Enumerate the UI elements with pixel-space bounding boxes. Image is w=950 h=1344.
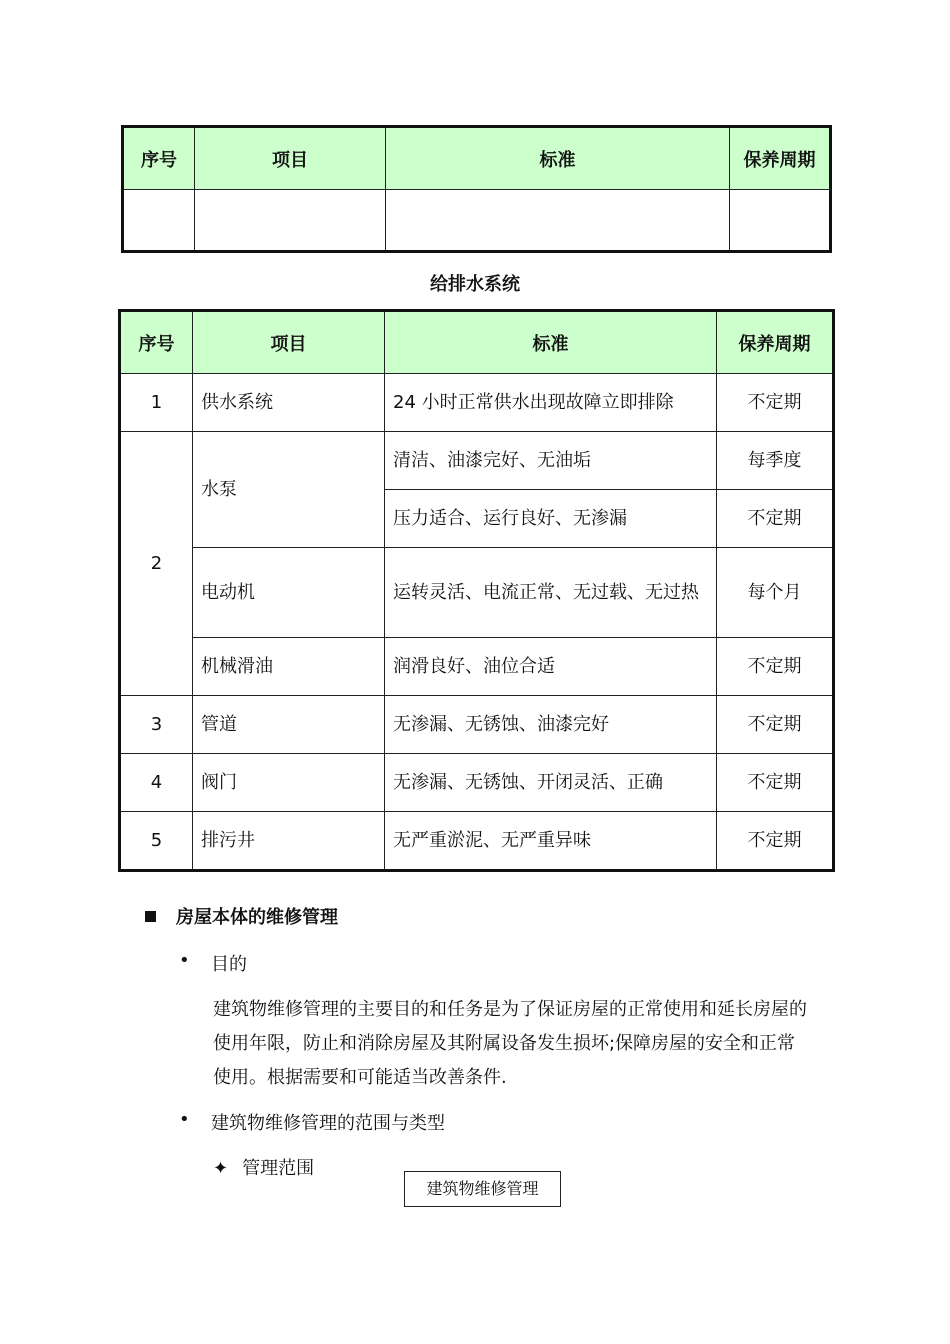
row-item: 阀门	[193, 754, 385, 812]
row-cycle: 不定期	[717, 754, 834, 812]
bullet-item	[179, 1109, 445, 1135]
header-item: 项目	[195, 127, 386, 190]
heading-text: 房屋本体的维修管理	[176, 907, 338, 928]
row-no: 2	[120, 432, 193, 696]
table-row	[120, 696, 834, 754]
star-bullet-icon: ✦	[213, 1158, 229, 1179]
row-cycle: 不定期	[717, 638, 834, 696]
table-row	[120, 754, 834, 812]
row-item: 排污井	[193, 812, 385, 871]
table-row	[123, 190, 831, 252]
sub-item-text: 管理范围	[242, 1158, 315, 1179]
top-table	[121, 125, 832, 253]
row-cycle: 不定期	[717, 374, 834, 432]
row-item: 管道	[193, 696, 385, 754]
row-standard: 24 小时正常供水出现故障立即排除	[385, 374, 717, 432]
table-row	[120, 374, 834, 432]
row-standard: 润滑良好、油位合适	[385, 638, 717, 696]
section-title: 给排水系统	[430, 274, 520, 295]
header-item: 项目	[193, 311, 385, 374]
table-row	[120, 812, 834, 871]
header-standard: 标准	[385, 311, 717, 374]
header-cycle: 保养周期	[717, 311, 834, 374]
row-cycle: 不定期	[717, 696, 834, 754]
row-standard: 清洁、油漆完好、无油垢	[385, 432, 717, 490]
sub-item	[213, 1154, 314, 1180]
row-cycle: 不定期	[717, 490, 834, 548]
row-item: 电动机	[193, 548, 385, 638]
row-item: 供水系统	[193, 374, 385, 432]
row-standard: 无严重淤泥、无严重异味	[385, 812, 717, 871]
row-standard: 无渗漏、无锈蚀、油漆完好	[385, 696, 717, 754]
row-item: 机械滑油	[193, 638, 385, 696]
bullet-dot-icon: •	[179, 950, 190, 971]
diagram-root-box: 建筑物维修管理	[404, 1171, 561, 1207]
header-standard: 标准	[386, 127, 730, 190]
row-no: 4	[120, 754, 193, 812]
row-standard: 压力适合、运行良好、无渗漏	[385, 490, 717, 548]
bullet-text: 建筑物维修管理的范围与类型	[211, 1113, 445, 1134]
table-row	[120, 548, 834, 638]
table-row	[120, 638, 834, 696]
square-bullet-icon	[145, 911, 156, 922]
purpose-paragraph: 建筑物维修管理的主要目的和任务是为了保证房屋的正常使用和延长房屋的使用年限，防止和消除房屋及其附属设备发生损坏;保障房屋的安全和正常使用。根据需要和可能适当改善条件.	[213, 999, 807, 1088]
row-no: 5	[120, 812, 193, 871]
bullet-dot-icon: •	[179, 1109, 190, 1130]
row-cycle: 不定期	[717, 812, 834, 871]
section-heading	[145, 903, 338, 929]
row-standard: 运转灵活、电流正常、无过载、无过热	[385, 548, 717, 638]
header-no: 序号	[120, 311, 193, 374]
row-item: 水泵	[193, 432, 385, 548]
row-standard: 无渗漏、无锈蚀、开闭灵活、正确	[385, 754, 717, 812]
header-no: 序号	[123, 127, 195, 190]
row-cycle: 每季度	[717, 432, 834, 490]
empty-cell	[386, 190, 730, 252]
bullet-text: 目的	[211, 954, 247, 975]
empty-cell	[195, 190, 386, 252]
row-no: 1	[120, 374, 193, 432]
row-cycle: 每个月	[717, 548, 834, 638]
empty-cell	[730, 190, 831, 252]
bullet-item	[179, 950, 247, 976]
water-system-table	[118, 309, 835, 872]
header-cycle: 保养周期	[730, 127, 831, 190]
table-row	[120, 432, 834, 490]
row-no: 3	[120, 696, 193, 754]
empty-cell	[123, 190, 195, 252]
